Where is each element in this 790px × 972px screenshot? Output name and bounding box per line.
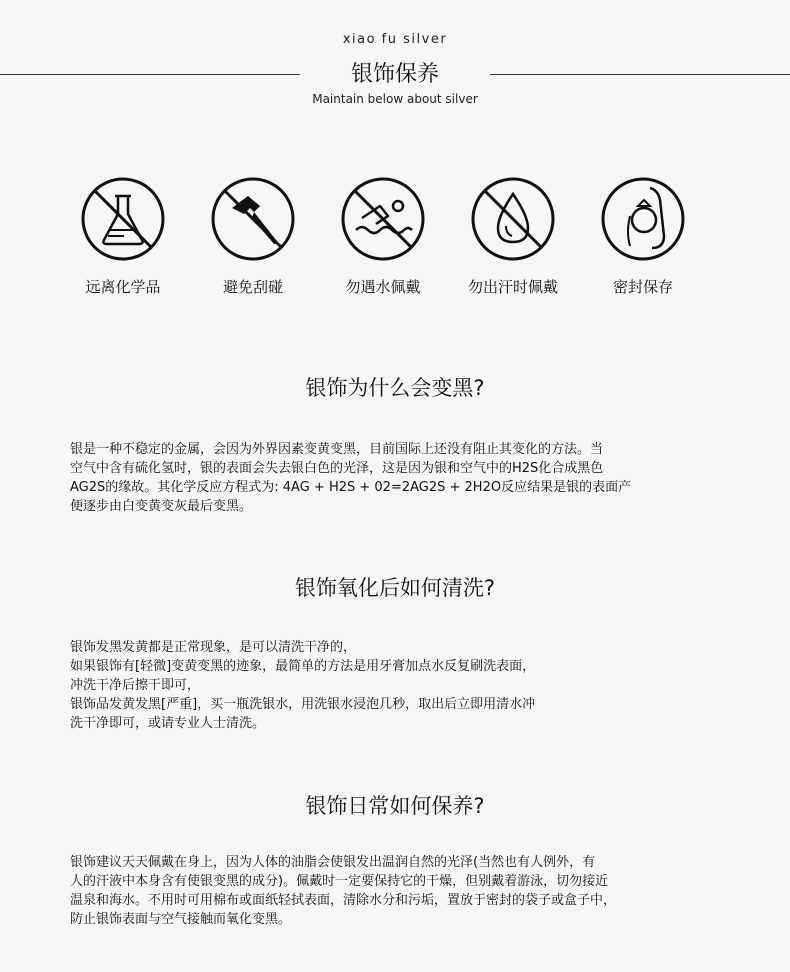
no-swimming-icon bbox=[340, 176, 426, 262]
header-divider-right bbox=[490, 74, 790, 75]
text-line: 便逐步由白变黄变灰最后变黑。 bbox=[70, 499, 253, 514]
care-item-sweat bbox=[448, 176, 578, 297]
text-line: AG2S的缘故。其化学反应方程式为: 4AG + H2S + 02=2AG2S + 2H2O反应结果是银的表面产 bbox=[70, 480, 632, 495]
no-hammer-icon bbox=[210, 176, 296, 262]
no-chemicals-icon bbox=[80, 176, 166, 262]
section-text-why-black bbox=[70, 440, 710, 516]
section-title-daily-care: 银饰日常如何保养? bbox=[305, 794, 485, 818]
section-title-cleaning: 银饰氧化后如何清洗? bbox=[294, 576, 496, 600]
section-text-cleaning bbox=[70, 638, 710, 733]
care-icons-row bbox=[0, 176, 790, 306]
text-line: 温泉和海水。不用时可用棉布或面纸轻拭表面，清除水分和污垢，置放于密封的袋子或盒子中， bbox=[70, 893, 617, 908]
text-line: 银饰品发黄发黑[严重]，买一瓶洗银水，用洗银水浸泡几秒，取出后立即用清水冲 bbox=[70, 697, 536, 712]
text-line: 银饰建议天天佩戴在身上，因为人体的油脂会使银发出温润自然的光泽(当然也有人例外，有 bbox=[70, 855, 596, 870]
text-line: 银是一种不稳定的金属，会因为外界因素变黄变黑，目前国际上还没有阻止其变化的方法。当 bbox=[70, 442, 604, 457]
care-item-knocks bbox=[188, 176, 318, 297]
care-item-storage bbox=[578, 176, 708, 297]
care-label: 勿遇水佩戴 bbox=[345, 278, 421, 296]
care-item-water bbox=[318, 176, 448, 297]
care-label: 避免刮碰 bbox=[222, 278, 283, 296]
text-line: 空气中含有硫化氢时，银的表面会失去银白色的光泽，这是因为银和空气中的H2S化合成黑色 bbox=[70, 461, 604, 476]
brand-name: xiao fu silver bbox=[342, 32, 448, 47]
text-line: 冲洗干净后擦干即可， bbox=[70, 678, 201, 693]
section-title-why-black: 银饰为什么会变黑? bbox=[305, 376, 485, 400]
page-title: 银饰保养 bbox=[350, 62, 439, 87]
care-label: 勿出汗时佩戴 bbox=[467, 278, 558, 296]
text-line: 银饰发黑发黄都是正常现象，是可以清洗干净的， bbox=[70, 640, 357, 655]
ring-box-icon bbox=[600, 176, 686, 262]
text-line: 如果银饰有[轻微]变黄变黑的迹象，最简单的方法是用牙膏加点水反复刷洗表面， bbox=[70, 659, 536, 674]
text-line: 防止银饰表面与空气接触而氧化变黑。 bbox=[70, 912, 292, 927]
text-line: 洗干净即可，或请专业人士清洗。 bbox=[70, 716, 266, 731]
care-label: 远离化学品 bbox=[85, 278, 161, 296]
text-line: 人的汗液中本身含有使银变黑的成分)。佩戴时一定要保持它的干燥，但别戴着游泳，切勿接近 bbox=[70, 874, 609, 889]
page-subtitle: Maintain below about silver bbox=[312, 92, 478, 106]
no-water-drop-icon bbox=[470, 176, 556, 262]
care-label: 密封保存 bbox=[612, 278, 673, 296]
section-text-daily-care bbox=[70, 853, 710, 929]
care-item-chemicals bbox=[58, 176, 188, 297]
